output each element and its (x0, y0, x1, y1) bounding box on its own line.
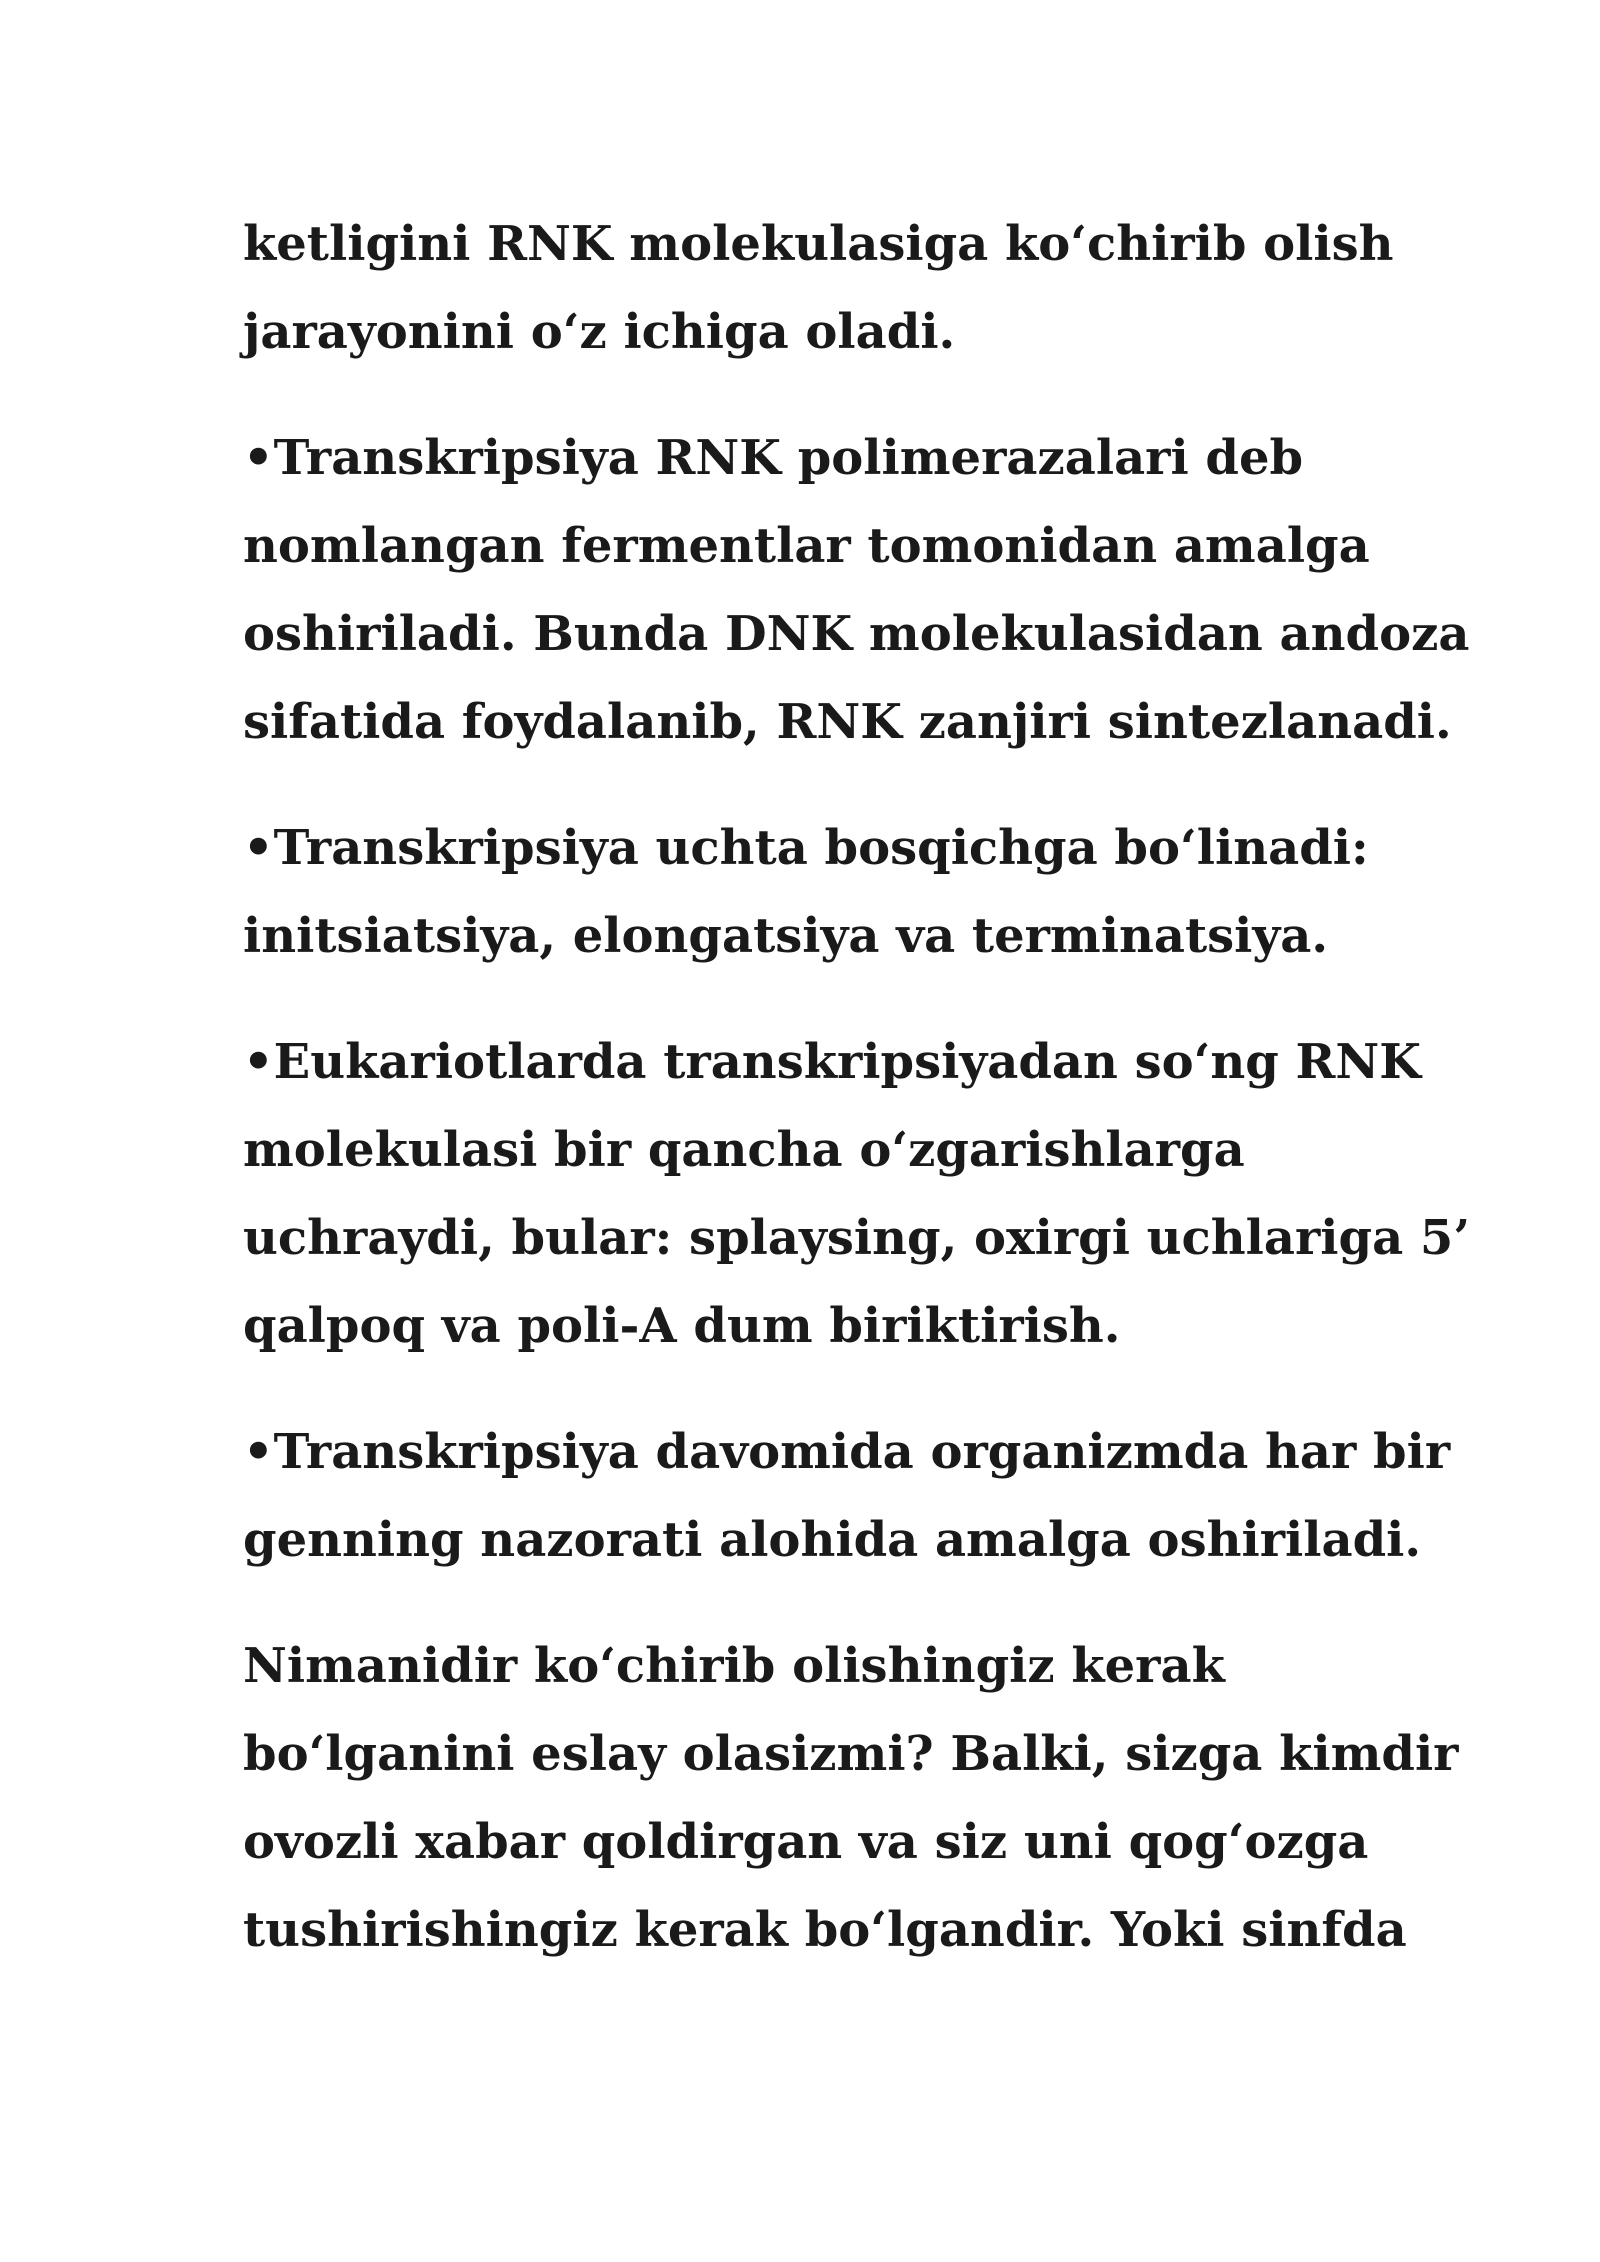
text-line: molekulasi bir qancha o‘zgarishlarga (243, 1122, 1245, 1178)
text-line: •Transkripsiya davomida organizmda har bir (243, 1424, 1451, 1480)
bullet-paragraph-stages (243, 804, 1423, 980)
paragraph-question (243, 1622, 1459, 1974)
text-line: nomlangan fermentlar tomonidan amalga (243, 518, 1370, 574)
text-line: qalpoq va poli-A dum biriktirish. (243, 1298, 1121, 1354)
body-text (243, 200, 1471, 2012)
text-line: uchraydi, bular: splaysing, oxirgi uchlariga 5’ (243, 1210, 1471, 1266)
text-line: sifatida foydalanib, RNK zanjiri sintezlanadi. (243, 694, 1452, 750)
bullet-paragraph-rnk-polymerase (243, 414, 1470, 766)
text-line: ketligini RNK molekulasiga ko‘chirib olish (243, 216, 1394, 272)
text-line: •Eukariotlarda transkripsiyadan so‘ng RNK (243, 1034, 1421, 1090)
text-line: initsiatsiya, elongatsiya va terminatsiya. (243, 908, 1329, 964)
text-line: •Transkripsiya uchta bosqichga bo‘linadi: (243, 820, 1369, 876)
bullet-paragraph-eukaryotes (243, 1018, 1471, 1370)
text-line: bo‘lganini eslay olasizmi? Balki, sizga kimdir (243, 1726, 1459, 1782)
text-line: genning nazorati alohida amalga oshiriladi. (243, 1512, 1422, 1568)
text-line: tushirishingiz kerak bo‘lgandir. Yoki sinfda (243, 1902, 1407, 1958)
text-line: ovozli xabar qoldirgan va siz uni qog‘ozga (243, 1814, 1369, 1870)
bullet-paragraph-gene-control (243, 1408, 1451, 1584)
text-line: oshiriladi. Bunda DNK molekulasidan andoza (243, 606, 1470, 662)
text-line: •Transkripsiya RNK polimerazalari deb (243, 430, 1304, 486)
text-line: jarayonini o‘z ichiga oladi. (243, 304, 956, 360)
text-line: Nimanidir ko‘chirib olishingiz kerak (243, 1638, 1225, 1694)
paragraph-intro-continuation (243, 200, 1423, 376)
